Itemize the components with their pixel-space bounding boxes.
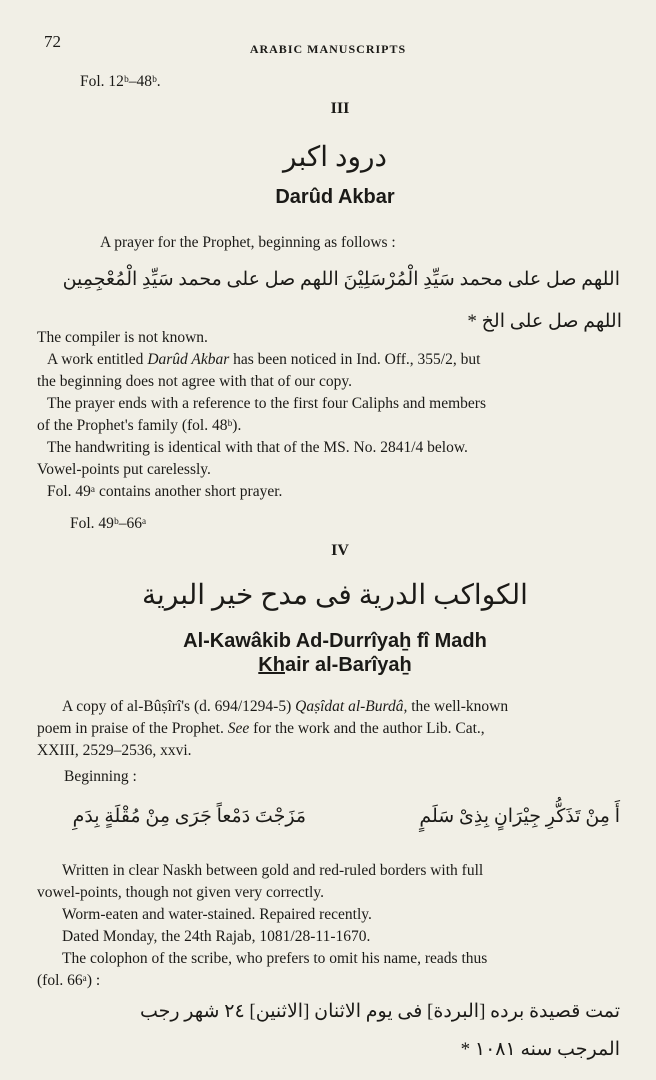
text-span: A work entitled (47, 351, 148, 368)
verse-hemistich-left: مَزَجْتَ دَمْعاً جَرَى مِنْ مُقْلَةٍ بِدَمِ (72, 806, 306, 827)
paragraph-fol-49: Fol. 49ᵃ contains another short prayer. (47, 483, 283, 500)
folio-range-iii: Fol. 12ᵇ–48ᵇ. (80, 73, 161, 90)
paragraph-copy-of-cont-2: XXIII, 2529–2536, xxvi. (37, 742, 192, 759)
body-text-iv-description (37, 860, 622, 992)
arabic-title-iv: الكواكب الدرية فى مدح خير البرية (142, 580, 528, 611)
intro-text-iii: A prayer for the Prophet, beginning as follows : (100, 234, 396, 251)
paragraph-handwriting: The handwriting is identical with that of the MS. No. 2841/4 below. (47, 439, 468, 456)
paragraph-written: Written in clear Naskh between gold and red-ruled borders with full (62, 862, 484, 879)
paragraph-prayer-ends: The prayer ends with a reference to the first four Caliphs and members (47, 395, 487, 412)
paragraph-copy-of (37, 696, 622, 718)
colophon-arabic-line-1: تمت قصيدة برده [البردة] فى يوم الاثنان [الاثنين] ٢٤ شهر رجب (139, 1001, 620, 1022)
text-span: poem in praise of the Prophet. (37, 720, 228, 737)
paragraph-work-entitled (37, 349, 622, 371)
title-rest: air al-Barîyaẖ (284, 654, 412, 676)
italic-see: See (227, 720, 250, 737)
italic-title: Darûd Akbar (147, 351, 230, 368)
verse-hemistich-right: أَ مِنْ تَذَكُّرِ جِيْرَانٍ بِذِىْ سَلَمٍ (419, 806, 620, 827)
paragraph-compiler: The compiler is not known. (37, 329, 208, 346)
text-span: A copy of al-Bûṣîrî's (d. 694/1294-5) (62, 698, 296, 715)
folio-range-iv: Fol. 49ᵇ–66ᵃ (70, 515, 147, 532)
paragraph-prayer-ends-cont: of the Prophet's family (fol. 48ᵇ). (37, 417, 242, 434)
paragraph-handwriting-cont: Vowel-points put carelessly. (37, 461, 211, 478)
text-span: the well-known (407, 698, 509, 715)
section-title-iii: Darûd Akbar (275, 186, 395, 208)
paragraph-condition: Worm-eaten and water-stained. Repaired recently. (62, 906, 372, 923)
running-header: ARABIC MANUSCRIPTS (249, 42, 407, 56)
beginning-label: Beginning : (64, 768, 137, 785)
text-span: has been noticed in Ind. Off., 355/2, but (229, 351, 481, 368)
arabic-title-iii: درود اکبر (283, 142, 387, 173)
page-number: 72 (44, 32, 61, 51)
paragraph-dated: Dated Monday, the 24th Rajab, 1081/28-11-1670. (62, 928, 371, 945)
section-number-iii: III (330, 100, 350, 117)
paragraph-written-cont: vowel-points, though not given very correctly. (37, 884, 324, 901)
body-text-iii (37, 327, 622, 503)
paragraph-colophon-cont: (fol. 66ᵃ) : (37, 972, 101, 989)
text-span: for the work and the author Lib. Cat., (249, 720, 485, 737)
paragraph-colophon: The colophon of the scribe, who prefers to omit his name, reads thus (62, 950, 488, 967)
arabic-beginning-line-2: اللهم صل على الخ * (467, 311, 622, 332)
paragraph-work-entitled-cont: the beginning does not agree with that of our copy. (37, 373, 352, 390)
body-text-iv-copy (37, 696, 622, 762)
arabic-beginning-line-1: اللهم صل على محمد سَيِّدِ الْمُرْسَلِيْنَ اللهم صل على محمد سَيِّدِ الْمُعْجِمِين (62, 269, 620, 290)
section-title-iv-line-1: Al-Kawâkib Ad-Durrîyaẖ fî Madh (183, 630, 487, 652)
colophon-arabic-line-2: المرجب سنه ١٠٨١ * (460, 1039, 620, 1060)
section-title-iv-line-2 (0, 654, 656, 677)
italic-title: Qaṣîdat al-Burdâ, (295, 698, 408, 715)
underlined-kh: Kh (258, 654, 285, 676)
section-number-iv: IV (331, 542, 349, 559)
paragraph-copy-of-cont (37, 718, 622, 740)
